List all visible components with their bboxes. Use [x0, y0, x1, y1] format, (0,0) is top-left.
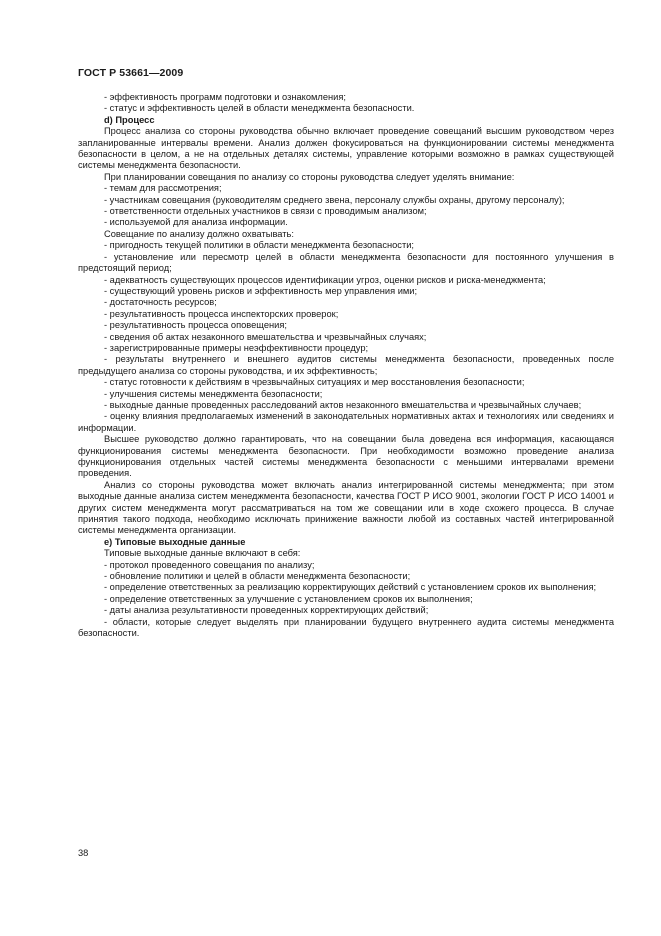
paragraph: - существующий уровень рисков и эффективность мер управления ими; [104, 285, 418, 296]
paragraph: Совещание по анализу должно охватывать: [104, 228, 294, 239]
paragraph: - определение ответственных за улучшение с установлением сроков их выполнения; [104, 593, 473, 604]
paragraph: - результативность процесса оповещения; [104, 320, 287, 331]
page-number: 38 [78, 848, 89, 858]
paragraph: - выходные данные проведенных расследований актов незаконного вмешательства и чрезвычайных случаев; [104, 399, 582, 410]
document-header: ГОСТ Р 53661—2009 [78, 67, 184, 79]
paragraph: - адекватность существующих процессов идентификации угроз, оценки рисков и риска-менеджмента; [104, 274, 546, 285]
paragraph: - достаточность ресурсов; [104, 297, 217, 308]
section-heading: e) Типовые выходные данные [104, 536, 246, 547]
paragraph: Процесс анализа со стороны руководства обычно включает проведение совещаний высшим руководством через запланированные интервалы времени. Анализ должен фокусироваться на функционировании системы менеджмента безопасности в целом, а не на отдельных деталях системы, управление которыми возможно в рамках существующей системы менеджмента безопасности. [78, 126, 614, 171]
paragraph: - темам для рассмотрения; [104, 183, 222, 194]
paragraph: - даты анализа результативности проведенных корректирующих действий; [104, 605, 429, 616]
paragraph: - сведения об актах незаконного вмешательства и чрезвычайных случаях; [104, 331, 427, 342]
paragraph: - протокол проведенного совещания по анализу; [104, 559, 315, 570]
paragraph: Высшее руководство должно гарантировать, что на совещании была доведена вся информация, касающаяся функционирования системы менеджмента безопасности. При необходимости возможно проведение анализа функционирования отдельных частей системы менеджмента безопасности с меньшими интервалами времени проведения. [78, 434, 614, 479]
paragraph: - ответственности отдельных участников в связи с проводимым анализом; [104, 206, 427, 217]
paragraph: - участникам совещания (руководителям среднего звена, персоналу службы охраны, другому персоналу); [104, 194, 565, 205]
paragraph: - зарегистрированные примеры неэффективности процедур; [104, 342, 369, 353]
paragraph: - статус готовности к действиям в чрезвычайных ситуациях и мер восстановления безопасности; [104, 377, 525, 388]
paragraph: Анализ со стороны руководства может включать анализ интегрированной системы менеджмента; при этом выходные данные анализа систем менеджмента безопасности, качества ГОСТ Р ИСО 9001, экологии ГОСТ Р ИСО 14001 и других систем менеджмента могут рассматриваться на том же совещании или в ходе схожего процесса. В случае принятия такого подхода, необходимо исключать принижение важности любой из составных частей интегрированной системы менеджмента организации. [78, 479, 614, 536]
paragraph: - области, которые следует выделять при планировании будущего внутреннего аудита системы менеджмента безопасности. [78, 616, 614, 639]
paragraph: - обновление политики и целей в области менеджмента безопасности; [104, 571, 411, 582]
paragraph: - статус и эффективность целей в области менеджмента безопасности. [104, 103, 415, 114]
paragraph: - используемой для анализа информации. [104, 217, 288, 228]
paragraph: - установление или пересмотр целей в области менеджмента безопасности для постоянного улучшения в предстоящий период; [78, 251, 614, 274]
paragraph: - результативность процесса инспекторских проверок; [104, 308, 339, 319]
paragraph: - эффективность программ подготовки и ознакомления; [104, 92, 346, 102]
paragraph: - определение ответственных за реализацию корректирующих действий с установлением сроков их выполнения; [104, 582, 597, 593]
paragraph: - результаты внутреннего и внешнего аудитов системы менеджмента безопасности, проведенных после предыдущего анализа со стороны руководства, и их эффективность; [78, 354, 614, 376]
paragraph: - улучшения системы менеджмента безопасности; [104, 388, 323, 399]
paragraph: Типовые выходные данные включают в себя: [104, 548, 301, 559]
section-heading: d) Процесс [104, 114, 155, 125]
paragraph: - оценку влияния предполагаемых изменений в законодательных нормативных актах и технологиях или сведениях и информации. [78, 411, 614, 433]
document-body [78, 92, 614, 640]
paragraph: - пригодность текущей политики в области менеджмента безопасности; [104, 240, 414, 251]
paragraph: При планировании совещания по анализу со стороны руководства следует уделять внимание: [104, 171, 515, 182]
